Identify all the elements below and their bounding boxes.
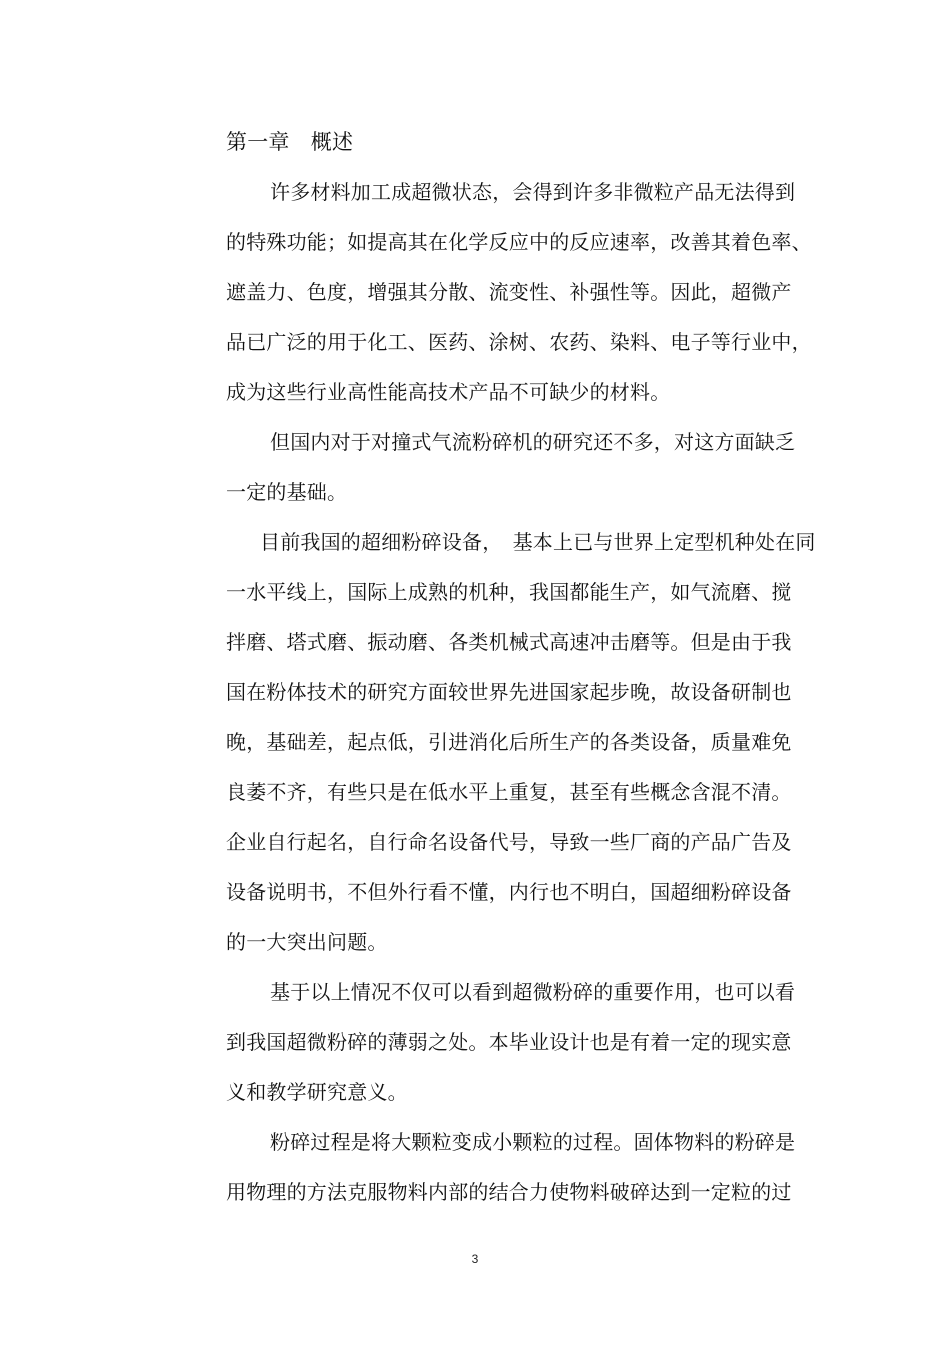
paragraph-line: 晚，基础差，起点低，引进消化后所生产的各类设备，质量难免	[226, 730, 792, 754]
chapter-heading: 第一章 概述	[226, 130, 354, 154]
paragraph-line: 但国内对于对撞式气流粉碎机的研究还不多，对这方面缺乏	[270, 430, 796, 454]
paragraph-line: 基于以上情况不仅可以看到超微粉碎的重要作用，也可以看	[270, 980, 796, 1004]
paragraph-line: 的一大突出问题。	[226, 930, 388, 954]
paragraph-line: 良萎不齐，有些只是在低水平上重复，甚至有些概念含混不清。	[226, 780, 792, 804]
paragraph-line: 粉碎过程是将大颗粒变成小颗粒的过程。固体物料的粉碎是	[270, 1130, 796, 1154]
paragraph-line: 用物理的方法克服物料内部的结合力使物料破碎达到一定粒的过	[226, 1180, 792, 1204]
paragraph-line: 企业自行起名，自行命名设备代号，导致一些厂商的产品广告及	[226, 830, 792, 854]
paragraph-line: 许多材料加工成超微状态，会得到许多非微粒产品无法得到	[270, 180, 796, 204]
paragraph-line: 到我国超微粉碎的薄弱之处。本毕业设计也是有着一定的现实意	[226, 1030, 792, 1054]
paragraph-line: 成为这些行业高性能高技术产品不可缺少的材料。	[226, 380, 671, 404]
paragraph-line: 设备说明书，不但外行看不懂，内行也不明白，国超细粉碎设备	[226, 880, 792, 904]
paragraph-line: 拌磨、塔式磨、振动磨、各类机械式高速冲击磨等。但是由于我	[226, 630, 792, 654]
paragraph-line: 一水平线上，国际上成熟的机种，我国都能生产，如气流磨、搅	[226, 580, 792, 604]
paragraph-line: 目前我国的超细粉碎设备， 基本上已与世界上定型机种处在同	[260, 530, 816, 554]
page-body	[226, 117, 846, 1217]
paragraph-line: 义和教学研究意义。	[226, 1080, 408, 1104]
paragraph-line: 遮盖力、色度，增强其分散、流变性、补强性等。因此，超微产	[226, 280, 792, 304]
page-number: 3	[471, 1252, 479, 1266]
paragraph-line: 品已广泛的用于化工、医药、涂树、农药、染料、电子等行业中，	[226, 330, 812, 354]
paragraph-line: 国在粉体技术的研究方面较世界先进国家起步晚，故设备研制也	[226, 680, 792, 704]
paragraph-line: 一定的基础。	[226, 480, 348, 504]
paragraph-line: 的特殊功能；如提高其在化学反应中的反应速率，改善其着色率、	[226, 230, 812, 254]
